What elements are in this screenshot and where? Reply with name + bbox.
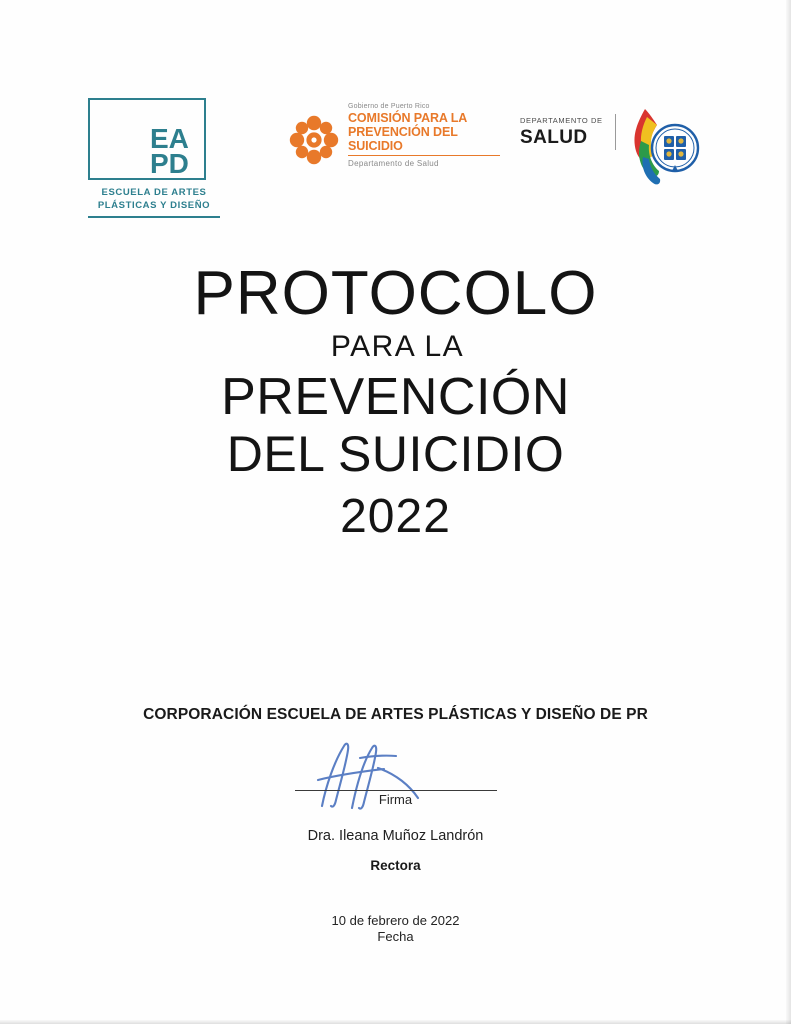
puerto-rico-seal-icon [625, 103, 700, 198]
fecha-label: Fecha [377, 929, 414, 944]
title-year: 2022 [340, 490, 451, 543]
eapd-logo-icon [88, 98, 218, 223]
eapd-letters-bottom: PD [150, 148, 189, 179]
comision-line-3: PREVENCIÓN DEL SUICIDIO [348, 125, 458, 153]
comision-line-1: Gobierno de Puerto Rico [348, 103, 430, 110]
comision-logo-text [348, 102, 503, 169]
eapd-letters-top: EA [150, 123, 189, 154]
title-line-para-la: PARA LA [330, 330, 465, 363]
signature-line [295, 790, 497, 791]
salud-line-small: DEPARTAMENTO DE [520, 116, 603, 125]
eapd-logo-underline [88, 216, 220, 218]
organization-name: CORPORACIÓN ESCUELA DE ARTES PLÁSTICAS Y DISEÑO DE PR [143, 706, 648, 723]
signer-role: Rectora [370, 858, 421, 873]
signature-date: 10 de febrero de 2022 [331, 913, 460, 928]
salud-logo-block [520, 108, 700, 208]
title-line-protocolo: PROTOCOLO [193, 259, 598, 328]
comision-line-4: Departamento de Salud [348, 159, 439, 168]
signature-block [0, 706, 791, 944]
scan-edge-bottom [0, 1020, 791, 1024]
salud-divider [615, 114, 616, 150]
eapd-logo-caption [88, 186, 220, 212]
title-line-prevencion: PREVENCIÓN [221, 368, 570, 426]
comision-logo-block [288, 102, 503, 182]
salud-line-big: SALUD [520, 127, 588, 148]
eapd-logo-letters [150, 123, 189, 179]
comision-divider [348, 155, 500, 156]
firma-label: Firma [378, 792, 413, 807]
eapd-caption-line-1: ESCUELA DE ARTES [101, 187, 207, 198]
comision-line-2: COMISIÓN PARA LA [348, 111, 468, 125]
title-line-del-suicidio: DEL SUICIDIO [226, 426, 565, 482]
signature-area [0, 748, 791, 826]
comision-flower-icon [288, 114, 340, 166]
document-title-block [0, 259, 791, 552]
eapd-caption-line-2: PLÁSTICAS Y DISEÑO [97, 200, 211, 211]
scan-edge-right [786, 0, 791, 1024]
logo-header-bar [0, 78, 791, 228]
signer-name: Dra. Ileana Muñoz Landrón [307, 828, 484, 844]
